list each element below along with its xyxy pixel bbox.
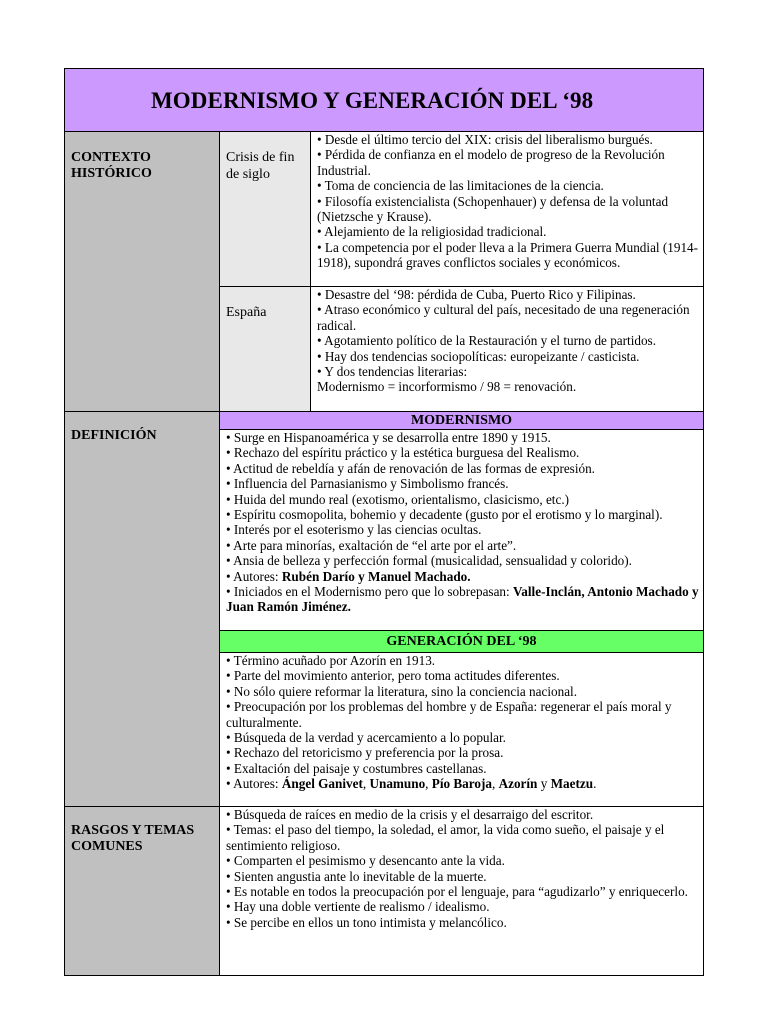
modernismo-item: • Huida del mundo real (exotismo, orientalismo, clasicismo, etc.) — [226, 491, 570, 507]
modernismo-item: • Arte para minorías, exaltación de “el arte por el arte”. — [226, 537, 517, 553]
espana-item: • Agotamiento político de la Restauración y el turno de partidos. — [317, 333, 656, 349]
rasgos-item: • Hay una doble vertiente de realismo / idealismo. — [226, 899, 490, 915]
label-contexto-text: CONTEXTO HISTÓRICO — [71, 150, 152, 181]
label-definicion — [65, 412, 220, 806]
sublabel-espana-text: España — [226, 305, 267, 320]
separator: y — [537, 776, 551, 792]
espana-item: • Atraso económico y cultural del país, necesitado de una regeneración radical. — [317, 302, 690, 333]
crisis-item: • Desde el último tercio del XIX: crisis del liberalismo burgués. — [317, 132, 653, 147]
crisis-item: • Filosofía existencialista (Schopenhauer) y defensa de la voluntad (Nietzsche y Krause). — [317, 193, 669, 225]
modernismo-content — [220, 430, 703, 630]
separator: , — [425, 776, 432, 792]
espana-content — [311, 287, 703, 411]
espana-item: • Desastre del ‘98: pérdida de Cuba, Puerto Rico y Filipinas. — [317, 287, 636, 302]
rasgos-item: • Comparten el pesimismo y desencanto ante la vida. — [226, 853, 505, 869]
separator: . — [593, 776, 597, 792]
espana-item: • Y dos tendencias literarias: — [317, 364, 468, 380]
generacion-item: • Búsqueda de la verdad y acercamiento a lo popular. — [226, 730, 506, 746]
crisis-item: • Toma de conciencia de las limitaciones de la ciencia. — [317, 178, 604, 194]
modernismo-item: • Espíritu cosmopolita, bohemio y decadente (gusto por el erotismo y lo marginal). — [226, 507, 663, 523]
crisis-item: • Pérdida de confianza en el modelo de progreso de la Revolución Industrial. — [317, 147, 665, 178]
generacion-content — [220, 653, 703, 806]
generacion-item: • Exaltación del paisaje y costumbres castellanas. — [226, 760, 487, 776]
autor: Unamuno — [369, 776, 426, 792]
generacion-item: • No sólo quiere reformar la literatura, sino la conciencia nacional. — [226, 683, 578, 699]
modernismo-iniciados-names: Valle-Inclán, Antonio Machado y Juan Ramón Jiménez. — [226, 584, 699, 615]
espana-item: • Hay dos tendencias sociopolíticas: europeizante / casticista. — [317, 348, 640, 364]
rasgos-item: • Temas: el paso del tiempo, la soledad, el amor, la vida como sueño, el paisaje y el sentimiento religioso. — [226, 822, 665, 853]
generacion-autores — [226, 776, 699, 791]
autor: Pío Baroja — [431, 776, 492, 792]
rasgos-item: • Se percibe en ellos un tono intimista y melancólico. — [226, 914, 507, 930]
autores-prefix: • Autores: — [226, 776, 282, 792]
iniciados-prefix: • Iniciados en el Modernismo pero que lo sobrepasan: — [226, 584, 513, 600]
sublabel-crisis-text: Crisis de fin de siglo — [226, 150, 295, 182]
modernismo-item: • Actitud de rebeldía y afán de renovación de las formas de expresión. — [226, 460, 595, 476]
separator: , — [362, 776, 370, 792]
label-definicion-text: DEFINICIÓN — [71, 428, 157, 443]
sublabel-espana — [220, 287, 311, 411]
modernismo-item: • Interés por el esoterismo y las ciencias ocultas. — [226, 522, 482, 538]
generacion-item: • Término acuñado por Azorín en 1913. — [226, 653, 436, 668]
modernismo-item: • Surge en Hispanoamérica y se desarrolla entre 1890 y 1915. — [226, 430, 551, 445]
rasgos-item: • Sienten angustia ante lo inevitable de la muerte. — [226, 868, 487, 884]
modernismo-autores — [226, 569, 699, 584]
modernismo-item: • Influencia del Parnasianismo y Simbolismo francés. — [226, 476, 509, 492]
modernismo-iniciados — [226, 584, 699, 615]
sublabel-crisis — [220, 132, 311, 286]
modernismo-autores-names: Rubén Darío y Manuel Machado. — [281, 568, 471, 584]
autores-prefix: • Autores: — [226, 568, 282, 584]
rasgos-item: • Búsqueda de raíces en medio de la crisis y el desarraigo del escritor. — [226, 807, 594, 822]
page-title: MODERNISMO Y GENERACIÓN DEL ‘98 — [65, 69, 703, 132]
rasgos-item: • Es notable en todos la preocupación por el lenguaje, para “agudizarlo” y enriquecerlo. — [226, 884, 688, 900]
crisis-content — [311, 132, 703, 286]
crisis-item: • Alejamiento de la religiosidad tradicional. — [317, 224, 547, 240]
rasgos-content — [220, 807, 703, 975]
generacion-heading: GENERACIÓN DEL ‘98 — [220, 631, 703, 653]
modernismo-item: • Ansia de belleza y perfección formal (musicalidad, sensualidad y colorido). — [226, 553, 632, 569]
modernismo-item: • Rechazo del espíritu práctico y la estética burguesa del Realismo. — [226, 445, 580, 461]
autor: Ángel Ganivet — [281, 776, 363, 792]
generacion-item: • Rechazo del retoricismo y preferencia por la prosa. — [226, 745, 504, 761]
crisis-item: • La competencia por el poder lleva a la Primera Guerra Mundial (1914-1918), supondrá graves conflictos sociales y económicos. — [317, 239, 699, 271]
autor: Azorín — [498, 776, 538, 792]
summary-table — [64, 68, 704, 976]
label-rasgos — [65, 807, 220, 975]
modernismo-heading: MODERNISMO — [220, 412, 703, 430]
espana-item: Modernismo = incorformismo / 98 = renovación. — [317, 379, 577, 395]
autor: Maetzu — [550, 776, 594, 792]
label-rasgos-text: RASGOS Y TEMAS COMUNES — [71, 823, 195, 854]
label-contexto-historico — [65, 132, 220, 411]
separator: , — [491, 776, 499, 792]
generacion-item: • Parte del movimiento anterior, pero toma actitudes diferentes. — [226, 668, 560, 684]
generacion-item: • Preocupación por los problemas del hombre y de España: regenerar el país moral y culturalmente. — [226, 699, 672, 730]
